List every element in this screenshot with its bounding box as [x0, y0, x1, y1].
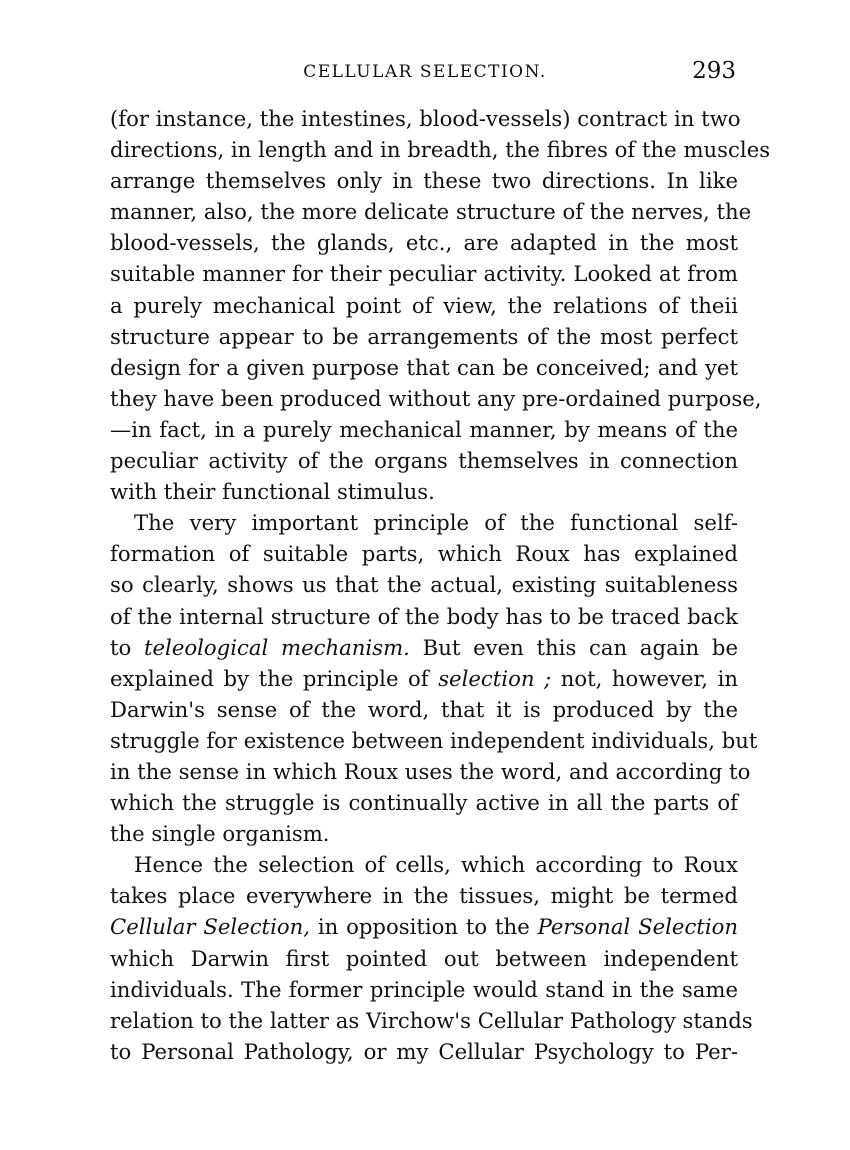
text-line: [110, 476, 738, 507]
text-segment: individuals. The former principle would stand in the same: [110, 976, 738, 1002]
text-line: [110, 943, 738, 974]
text-segment: a purely mechanical point of view, the relations of theii: [110, 292, 738, 318]
text-segment: The very important principle of the functional self-: [134, 510, 738, 536]
text-segment: design for a given purpose that can be conceived; and yet: [110, 354, 738, 380]
text-line: [110, 632, 738, 663]
text-line: [110, 663, 738, 694]
text-segment: not, however, in: [551, 665, 738, 691]
italic-phrase: selection ;: [438, 665, 552, 691]
italic-phrase: Cellular Selection,: [110, 914, 310, 940]
text-line: [110, 849, 738, 880]
text-line: [110, 538, 738, 569]
text-line: [110, 694, 738, 725]
text-segment: Darwin's sense of the word, that it is produced by the: [110, 696, 738, 722]
text-line: [110, 134, 771, 165]
running-head: [110, 58, 740, 88]
text-segment: formation of suitable parts, which Roux has explained: [110, 541, 738, 567]
text-segment: But even this can again be: [409, 634, 738, 660]
text-segment: blood-vessels, the glands, etc., are adapted in the most: [110, 230, 738, 256]
text-line: [110, 414, 738, 445]
text-line: [110, 352, 738, 383]
text-segment: in the sense in which Roux uses the word, and according to: [110, 758, 751, 784]
text-line: [110, 756, 751, 787]
text-line: [110, 787, 738, 818]
text-line: [110, 1036, 738, 1067]
text-line: [110, 196, 752, 227]
text-line: [110, 290, 738, 321]
text-line: [110, 601, 738, 632]
text-segment: manner, also, the more delicate structure of the nerves, the: [110, 199, 752, 225]
text-segment: of the internal structure of the body has to be traced back: [110, 603, 738, 629]
text-segment: which the struggle is continually active in all the parts of: [110, 790, 738, 816]
text-line: [110, 321, 738, 352]
text-segment: the single organism.: [110, 821, 330, 847]
text-line: [110, 507, 738, 538]
text-segment: to: [110, 634, 144, 660]
text-segment: suitable manner for their peculiar activity. Looked at from: [110, 261, 738, 287]
text-line: [110, 818, 738, 849]
text-segment: structure appear to be arrangements of the most perfect: [110, 323, 738, 349]
text-segment: arrange themselves only in these two directions. In like: [110, 168, 738, 194]
text-segment: peculiar activity of the organs themselves in connection: [110, 448, 738, 474]
text-segment: with their functional stimulus.: [110, 479, 435, 505]
text-line: [110, 445, 738, 476]
page-number: 293: [692, 58, 736, 84]
text-segment: Hence the selection of cells, which according to Roux: [134, 852, 738, 878]
text-line: [110, 880, 738, 911]
running-title: CELLULAR SELECTION.: [303, 62, 547, 82]
text-segment: directions, in length and in breadth, the fibres of the muscles: [110, 137, 771, 163]
text-segment: in opposition to the: [310, 914, 538, 940]
text-segment: struggle for existence between independent individuals, but: [110, 727, 758, 753]
text-line: [110, 103, 741, 134]
text-segment: —in fact, in a purely mechanical manner, by means of the: [110, 416, 738, 442]
body-text: [110, 103, 771, 1067]
text-line: [110, 258, 738, 289]
text-segment: relation to the latter as Virchow's Cellular Pathology stands: [110, 1007, 753, 1033]
italic-phrase: Personal Selection: [537, 914, 738, 940]
text-line: [110, 974, 738, 1005]
text-segment: which Darwin first pointed out between independent: [110, 945, 738, 971]
text-line: [110, 911, 738, 942]
italic-phrase: teleological mechanism.: [144, 634, 410, 660]
text-line: [110, 725, 758, 756]
text-segment: they have been produced without any pre-ordained purpose,: [110, 385, 762, 411]
text-segment: to Personal Pathology, or my Cellular Psychology to Per-: [110, 1038, 738, 1064]
text-line: [110, 1005, 753, 1036]
text-line: [110, 227, 738, 258]
text-line: [110, 165, 738, 196]
text-line: [110, 383, 762, 414]
text-segment: takes place everywhere in the tissues, might be termed: [110, 883, 738, 909]
text-line: [110, 569, 738, 600]
text-segment: explained by the principle of: [110, 665, 439, 691]
text-segment: so clearly, shows us that the actual, existing suitableness: [110, 572, 738, 598]
text-segment: (for instance, the intestines, blood-vessels) contract in two: [110, 106, 741, 131]
